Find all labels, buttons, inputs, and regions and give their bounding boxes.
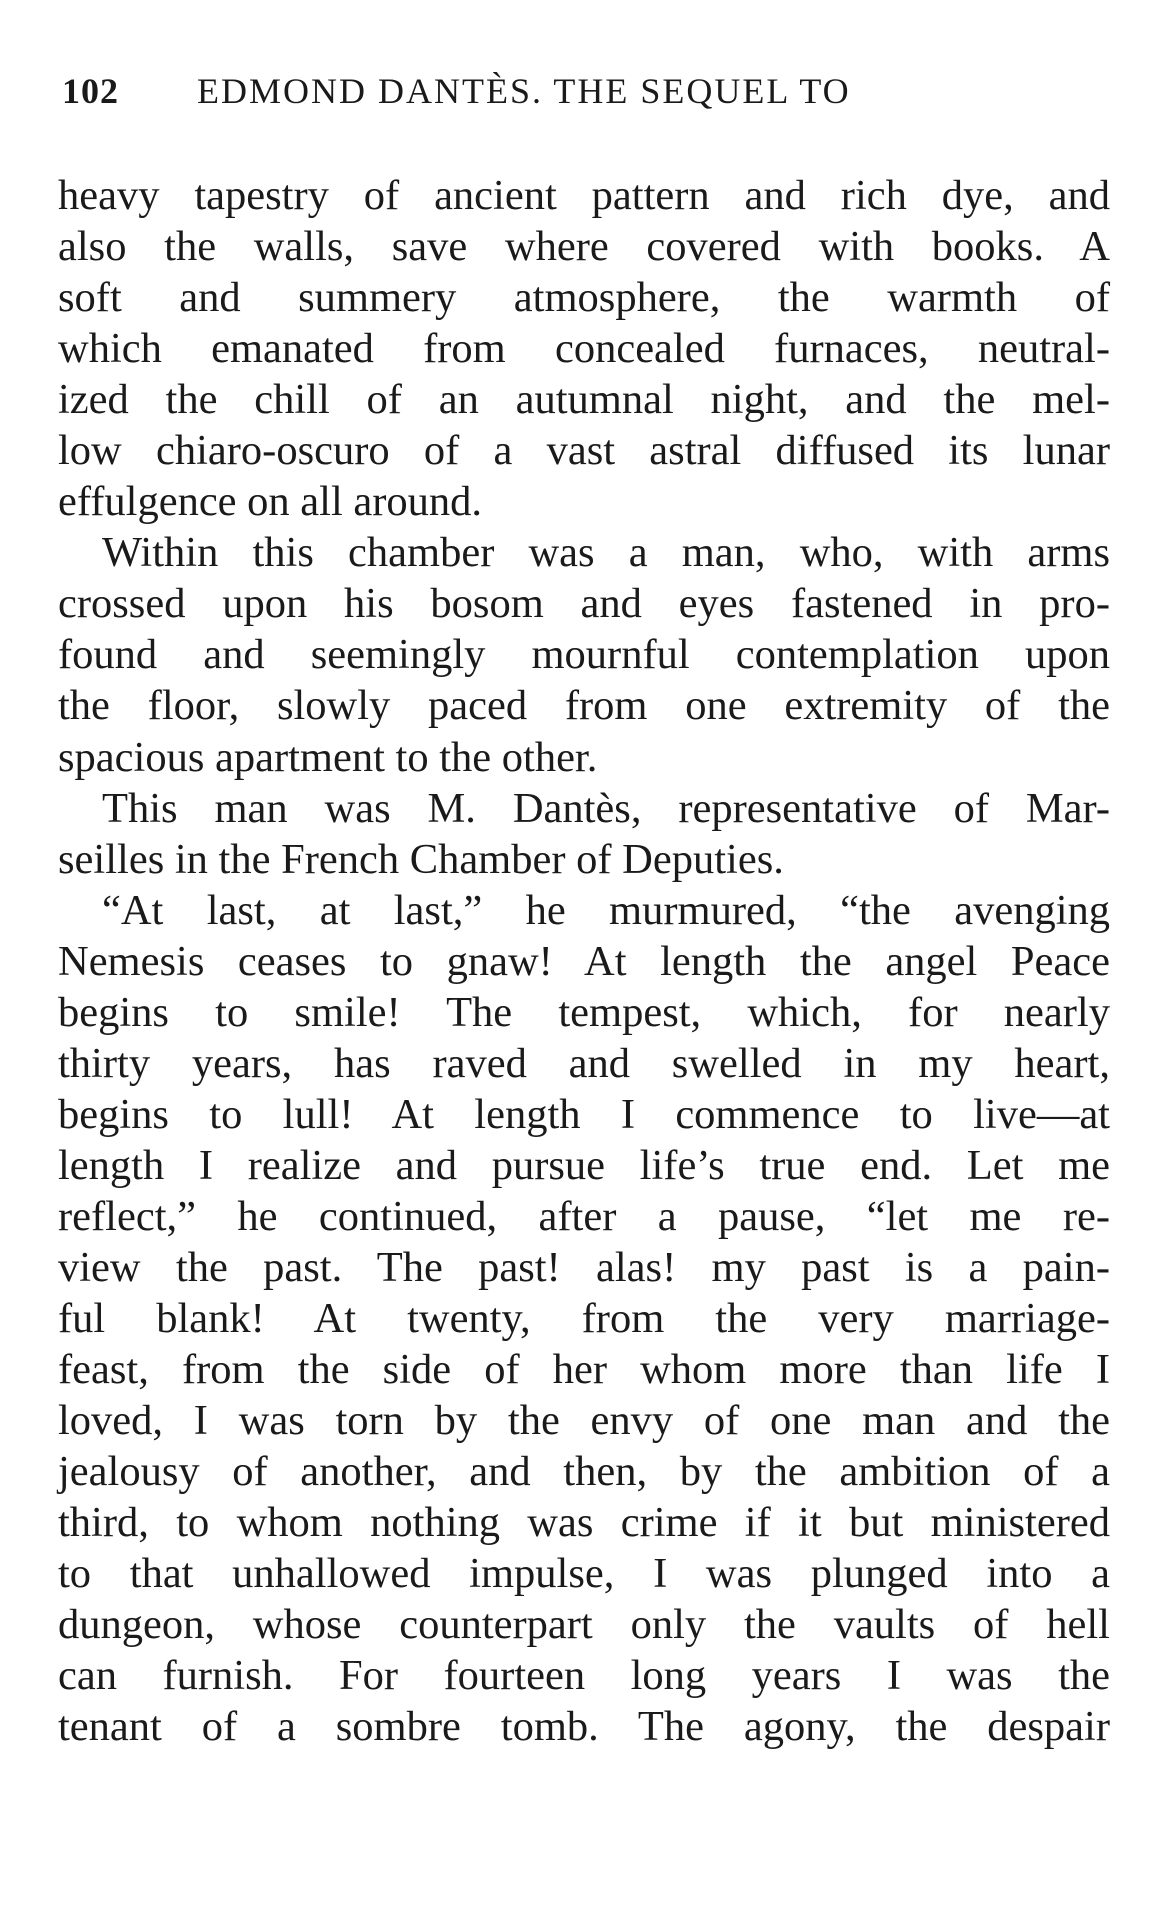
text-line: seilles in the French Chamber of Deputies. — [58, 835, 784, 883]
text-line: dungeon, whose counterpart only the vaults of hell — [58, 1601, 1110, 1649]
text-line: ized the chill of an autumnal night, and the mel- — [58, 376, 1110, 424]
text-line: jealousy of another, and then, by the ambition of a — [58, 1448, 1110, 1496]
text-line: low chiaro-oscuro of a vast astral diffused its lunar — [58, 427, 1110, 475]
text-line: Nemesis ceases to gnaw! At length the angel Peace — [58, 937, 1110, 985]
text-line: the floor, slowly paced from one extremity of the — [58, 682, 1110, 730]
text-line: also the walls, save where covered with books. A — [58, 223, 1110, 271]
text-line: Within this chamber was a man, who, with arms — [102, 529, 1110, 577]
text-line: begins to smile! The tempest, which, for nearly — [58, 988, 1110, 1036]
text-line: found and seemingly mournful contemplation upon — [58, 631, 1110, 679]
text-line: thirty years, has raved and swelled in my heart, — [58, 1039, 1110, 1087]
text-line: loved, I was torn by the envy of one man and the — [58, 1397, 1110, 1445]
text-line: This man was M. Dantès, representative of Mar- — [102, 784, 1110, 832]
text-line: ful blank! At twenty, from the very marriage- — [58, 1295, 1110, 1343]
text-line: spacious apartment to the other. — [58, 733, 598, 781]
page-header — [62, 70, 1042, 112]
text-line: feast, from the side of her whom more than life I — [58, 1346, 1110, 1394]
text-line: begins to lull! At length I commence to live—at — [58, 1090, 1110, 1138]
text-line: tenant of a sombre tomb. The agony, the despair — [58, 1703, 1110, 1751]
text-line: effulgence on all around. — [58, 478, 483, 526]
text-line: which emanated from concealed furnaces, neutral- — [58, 325, 1110, 373]
text-line: length I realize and pursue life’s true end. Let me — [58, 1141, 1110, 1189]
text-line: view the past. The past! alas! my past is a pain- — [58, 1243, 1110, 1291]
text-line: to that unhallowed impulse, I was plunged into a — [58, 1550, 1110, 1598]
text-line: third, to whom nothing was crime if it but ministered — [58, 1499, 1110, 1547]
text-line: “At last, at last,” he murmured, “the avenging — [102, 886, 1110, 934]
text-line: can furnish. For fourteen long years I was the — [58, 1652, 1110, 1700]
text-line: heavy tapestry of ancient pattern and rich dye, and — [58, 172, 1110, 219]
body-text — [58, 170, 1110, 1752]
running-head: EDMOND DANTÈS. THE SEQUEL TO — [197, 71, 851, 111]
text-line: soft and summery atmosphere, the warmth of — [58, 274, 1110, 322]
page-number: 102 — [62, 71, 119, 111]
text-line: reflect,” he continued, after a pause, “let me re- — [58, 1192, 1110, 1240]
text-line: crossed upon his bosom and eyes fastened in pro- — [58, 580, 1110, 628]
